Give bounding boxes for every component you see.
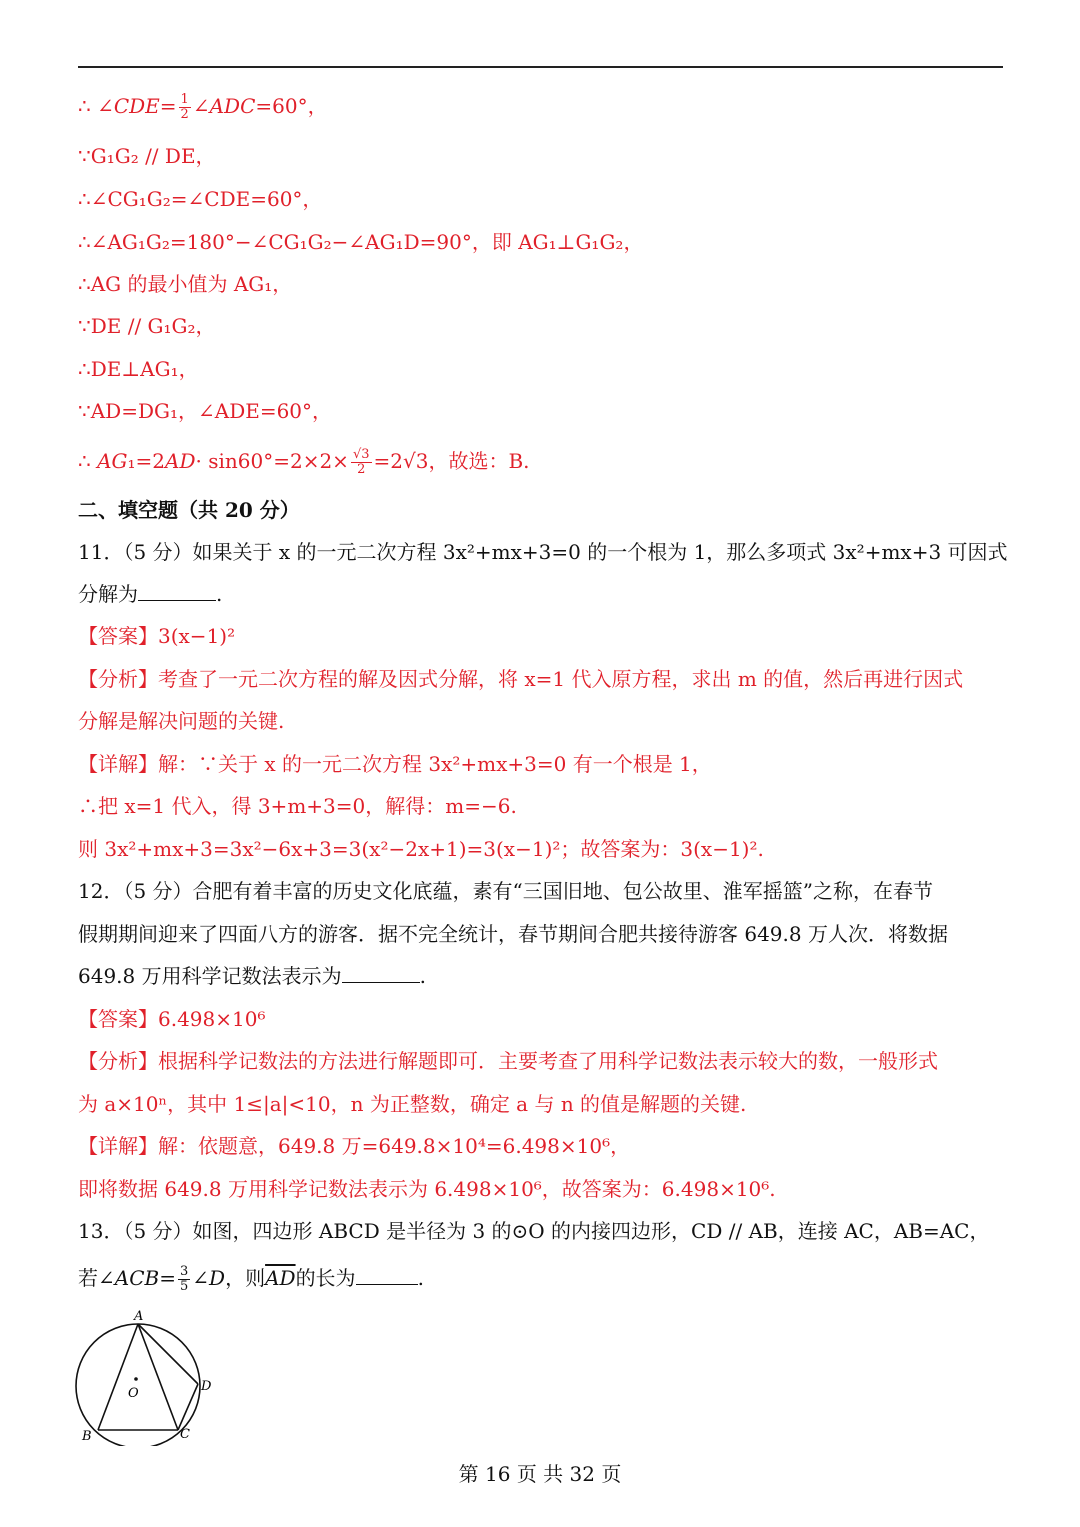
q11-analysis-2: 分解是解决问题的关键. [78,709,285,733]
q12-detail-1: 【详解】解：依题意，649.8 万=649.8×10⁴=6.498×10⁶， [78,1134,631,1158]
q11-analysis-1: 【分析】考查了一元二次方程的解及因式分解，将 x=1 代入原方程，求出 m 的值，然后再进行因式 [78,667,964,691]
q12-analysis-2: 为 a×10ⁿ，其中 1≤|a|<10，n 为正整数，确定 a 与 n 的值是解题的关键. [78,1092,747,1116]
q11-line-2: 分解为 . [78,582,223,606]
line-9: ∴ AG₁=2AD· sin60°=2×2× $\frac{√3}{2}$ =2√3，故选：B. [78,447,530,477]
label-d: D [201,1379,212,1394]
header-rule [78,66,1003,68]
line-2: ∵G₁G₂ // DE， [78,144,216,168]
q12-line-3: 649.8 万用科学记数法表示为 . [78,964,426,988]
q12-line-1: 12．（5 分）合肥有着丰富的历史文化底蕴，素有“三国旧地、包公故里、淮军摇篮”之称，在春节 [78,879,933,903]
q13-line-1: 13．（5 分）如图，四边形 ABCD 是半径为 3 的⊙O 的内接四边形，CD // AB，连接 AC，AB=AC， [78,1219,990,1243]
line-8: ∵AD=DG₁，∠ADE=60°， [78,399,333,423]
q11-line-1: 11．（5 分）如果关于 x 的一元二次方程 3x²+mx+3=0 的一个根为 1，那么多项式 3x²+mx+3 可因式 [78,540,1008,564]
segment-ac [138,1324,178,1430]
section-heading: 二、填空题（共 20 分） [78,498,300,522]
answer-blank [356,1264,418,1285]
q13-line-2: 若∠ACB= $\frac{3}{5}$ ∠D，则$\overline{AD}$的长为 . [78,1264,424,1294]
label-c: C [180,1427,190,1442]
line-3: ∴∠CG₁G₂=∠CDE=60°， [78,187,323,211]
q11-answer: 【答案】3(x−1)² [78,624,236,648]
line-5: ∴AG 的最小值为 AG₁， [78,272,293,296]
segment-ab [98,1324,138,1430]
q11-detail-3: 则 3x²+mx+3=3x²−6x+3=3(x²−2x+1)=3(x−1)²；故答案为：3(x−1)². [78,837,764,861]
q12-answer: 【答案】6.498×10⁶ [78,1007,266,1031]
answer-blank [342,962,420,983]
q12-analysis-1: 【分析】根据科学记数法的方法进行解题即可．主要考查了用科学记数法表示较大的数，一般形式 [78,1049,938,1073]
circle-figure [70,1306,230,1446]
segment-ad [138,1324,198,1384]
line-7: ∴DE⊥AG₁， [78,357,199,381]
label-o: O [128,1386,139,1401]
label-a: A [134,1309,144,1324]
page-footer: 第 16 页 共 32 页 [458,1462,622,1486]
q11-detail-2: ∴把 x=1 代入，得 3+m+3=0，解得：m=−6. [78,794,517,818]
line-4: ∴∠AG₁G₂=180°−∠CG₁G₂−∠AG₁D=90°，即 AG₁⊥G₁G₂， [78,230,644,254]
label-b: B [82,1429,92,1444]
line-6: ∵DE // G₁G₂， [78,314,216,338]
line-1: ∴ ∠CDE= $\frac{1}{2}$ ∠ADC=60°， [78,92,328,122]
q12-line-2: 假期期间迎来了四面八方的游客．据不完全统计，春节期间合肥共接待游客 649.8 万人次．将数据 [78,922,948,946]
answer-blank [138,580,216,601]
center-point [134,1377,138,1381]
q12-detail-2: 即将数据 649.8 万用科学记数法表示为 6.498×10⁶，故答案为：6.498×10⁶. [78,1177,776,1201]
q11-detail-1: 【详解】解：∵关于 x 的一元二次方程 3x²+mx+3=0 有一个根是 1， [78,752,712,776]
